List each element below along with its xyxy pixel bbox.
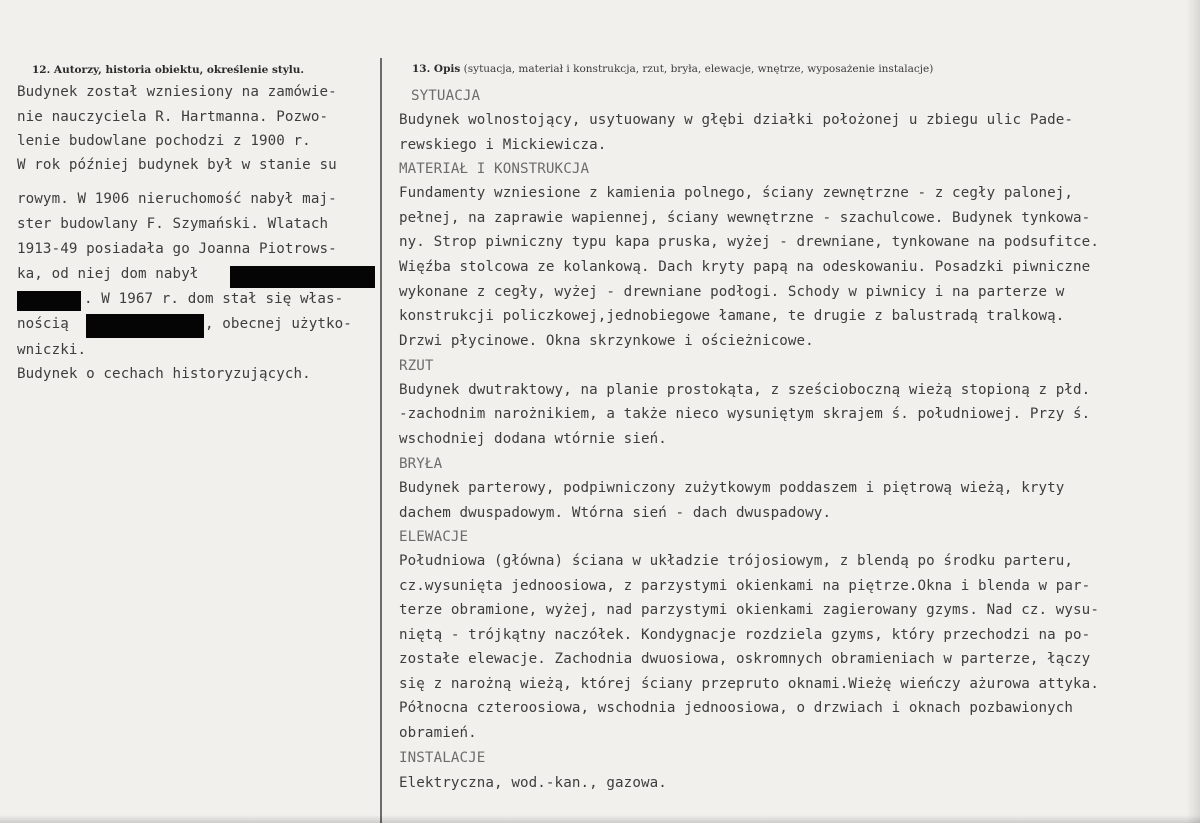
left-line: lenie budowlane pochodzi z 1900 r. <box>17 133 311 149</box>
right-line: się z narożną wieżą, której ściany przepruto oknami.Wieżę wieńczy ażurowa attyka. <box>399 676 1099 692</box>
redaction-bar <box>86 314 204 338</box>
section-heading: INSTALACJE <box>399 750 486 766</box>
left-line: , obecnej użytko- <box>205 316 352 332</box>
right-line: wschodniej dodana wtórnie sień. <box>399 431 667 447</box>
right-line: konstrukcji policzkowej,jednobiegowe łamane, te drugie z balustradą tralkową. <box>399 308 1065 324</box>
right-line: terze obramione, wyżej, nad parzystymi okienkami zagierowany gzyms. Nad cz. wysu- <box>399 602 1099 618</box>
right-line: Południowa (główna) ściana w układzie trójosiowym, z blendą po środku parteru, <box>399 553 1074 569</box>
left-line: Budynek został wzniesiony na zamówie- <box>17 84 337 100</box>
section-heading: SYTUACJA <box>411 88 481 104</box>
paper-edge-shadow <box>0 815 1200 823</box>
left-line: rowym. W 1906 nieruchomość nabył maj- <box>17 191 337 207</box>
right-line: Budynek parterowy, podpiwniczony zużytkowym poddaszem i piętrową wieżą, kryty <box>399 480 1065 496</box>
right-line: Budynek wolnostojący, usytuowany w głębi działki położonej u zbiegu ulic Pade- <box>399 112 1074 128</box>
right-line: -zachodnim narożnikiem, a także nieco wysuniętym skrajem ś. południowej. Przy ś. <box>399 406 1091 422</box>
left-line: nie nauczyciela R. Hartmanna. Pozwo- <box>17 109 329 125</box>
section-heading: BRYŁA <box>399 456 443 472</box>
redaction-bar <box>230 266 375 288</box>
right-line: wykonane z cegły, wyżej - drewniane podłogi. Schody w piwnicy i na parterze w <box>399 284 1065 300</box>
left-line: wniczki. <box>17 342 87 358</box>
right-line: Więźba stolcowa ze kolankową. Dach kryty papą na odeskowaniu. Posadzki piwniczne <box>399 259 1091 275</box>
right-header-number: 13. Opis <box>412 63 461 75</box>
left-line: nością <box>17 316 69 332</box>
right-line: dachem dwuspadowym. Wtórna sień - dach dwuspadowy. <box>399 505 832 521</box>
section-heading: ELEWACJE <box>399 529 469 545</box>
left-line: . W 1967 r. dom stał się włas- <box>84 291 344 307</box>
right-header-text: (sytuacja, materiał i konstrukcja, rzut, bryła, elewacje, wnętrze, wyposażenie instalacje) <box>463 63 934 75</box>
right-line: zostałe elewacje. Zachodnia dwuosiowa, oskromnych obramieniach w parterze, łączy <box>399 651 1091 667</box>
left-line: ster budowlany F. Szymański. Wlatach <box>17 216 329 232</box>
left-line: W rok później budynek był w stanie su <box>17 157 337 173</box>
redaction-bar <box>17 291 81 311</box>
right-line: Budynek dwutraktowy, na planie prostokąta, z sześcioboczną wieżą stopioną z płd. <box>399 382 1091 398</box>
section-heading: RZUT <box>399 358 434 374</box>
left-line: 1913-49 posiadała go Joanna Piotrows- <box>17 241 337 257</box>
section-heading: MATERIAŁ I KONSTRUKCJA <box>399 161 590 177</box>
right-line: Elektryczna, wod.-kan., gazowa. <box>399 775 667 791</box>
right-column-header <box>412 63 933 75</box>
right-line: ny. Strop piwniczny typu kapa pruska, wyżej - drewniane, tynkowane na podsufitce. <box>399 234 1099 250</box>
right-line: pełnej, na zaprawie wapiennej, ściany wewnętrzne - szachulcowe. Budynek tynkowa- <box>399 210 1091 226</box>
right-line: Północna czteroosiowa, wschodnia jednoosiowa, o drzwiach i oknach pozbawionych <box>399 700 1074 716</box>
right-line: Drzwi płycinowe. Okna skrzynkowe i ościeżnicowe. <box>399 333 814 349</box>
left-line: Budynek o cechach historyzujących. <box>17 366 311 382</box>
column-divider <box>380 58 382 823</box>
right-line: obramień. <box>399 725 477 741</box>
right-line: niętą - trójkątny naczółek. Kondygnacje rozdziela gzyms, który przechodzi na po- <box>399 627 1091 643</box>
left-line: ka, od niej dom nabył <box>17 266 199 282</box>
left-column-header: 12. Autorzy, historia obiektu, określenie stylu. <box>32 64 305 76</box>
paper-edge-shadow <box>1186 0 1200 823</box>
right-line: rewskiego i Mickiewicza. <box>399 137 607 153</box>
right-line: cz.wysunięta jednoosiowa, z parzystymi okienkami na piętrze.Okna i blenda w par- <box>399 578 1091 594</box>
right-line: Fundamenty wzniesione z kamienia polnego, ściany zewnętrzne - z cegły palonej, <box>399 185 1074 201</box>
